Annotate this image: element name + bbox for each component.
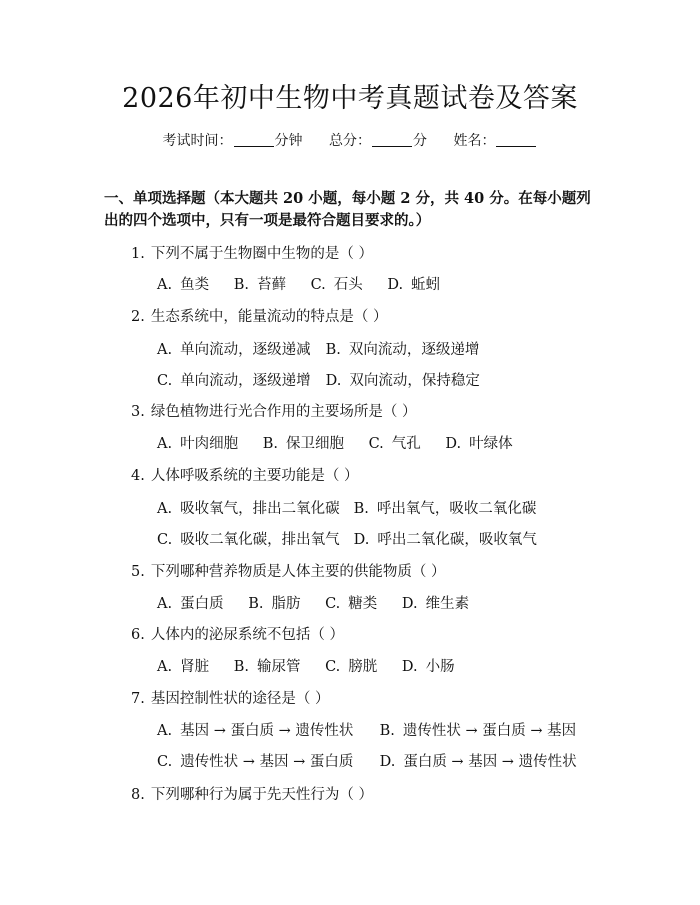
question-text: 绿色植物进行光合作用的主要场所是（ ）	[150, 404, 417, 420]
option-b: B. 双向流动，逐级递增	[325, 342, 480, 358]
question-4-options	[157, 499, 536, 519]
score-label: 总分：	[329, 133, 371, 149]
question-text: 下列不属于生物圈中生物的是（ ）	[150, 246, 373, 262]
question-2-options	[157, 340, 544, 360]
name-blank	[496, 132, 536, 147]
score-unit: 分	[413, 133, 427, 149]
time-label: 考试时间：	[162, 133, 233, 149]
question-5-options	[157, 594, 489, 614]
option-b: B. 输尿管	[233, 659, 301, 675]
section-heading: 一、单项选择题（本大题共 20 小题，每小题 2 分，共 40 分。在每小题列出的四个选项中，只有一项是最符合题目要求的。）	[104, 190, 591, 229]
exam-score	[329, 131, 427, 151]
question-7	[131, 689, 329, 709]
option-a: A. 叶肉细胞	[157, 436, 239, 452]
option-a: A. 鱼类	[157, 277, 210, 293]
question-text: 生态系统中，能量流动的特点是（ ）	[150, 309, 388, 325]
option-d: D. 维生素	[401, 596, 470, 612]
option-c: C. 遗传性状 → 基因 → 蛋白质	[157, 754, 354, 770]
option-c: C. 吸收二氧化碳，排出氧气	[157, 532, 340, 548]
option-b: B. 苔藓	[233, 277, 286, 293]
question-text: 人体内的泌尿系统不包括（ ）	[150, 627, 344, 643]
score-blank	[372, 132, 412, 147]
option-a: A. 蛋白质	[157, 596, 224, 612]
page-title: 2026年初中生物中考真题试卷及答案	[122, 83, 578, 114]
option-a: A. 单向流动，逐级递减	[157, 342, 311, 358]
option-d: D. 蛋白质 → 基因 → 遗传性状	[379, 754, 577, 770]
question-number: 5.	[131, 564, 145, 580]
question-text: 下列哪种营养物质是人体主要的供能物质（ ）	[150, 564, 446, 580]
question-4	[131, 466, 358, 486]
time-unit: 分钟	[274, 133, 303, 149]
exam-time	[163, 131, 303, 151]
option-b: B. 遗传性状 → 蛋白质 → 基因	[379, 723, 577, 739]
question-6-options	[157, 657, 475, 677]
question-4-options-row2	[157, 530, 537, 550]
question-number: 7.	[131, 691, 145, 707]
option-a: A. 基因 → 蛋白质 → 遗传性状	[157, 723, 354, 739]
question-number: 2.	[131, 309, 145, 325]
question-number: 1.	[131, 246, 145, 262]
option-d: D. 小肠	[401, 659, 455, 675]
name-label: 姓名：	[453, 133, 496, 149]
option-a: A. 肾脏	[157, 659, 210, 675]
option-d: D. 呼出二氧化碳，吸收氧气	[353, 532, 537, 548]
option-c: C. 气孔	[368, 436, 421, 452]
option-d: D. 叶绿体	[445, 436, 513, 452]
student-name	[453, 131, 537, 151]
time-blank	[234, 132, 274, 147]
question-3-options	[157, 434, 533, 454]
option-b: B. 保卫细胞	[262, 436, 344, 452]
option-c: C. 膀胱	[325, 659, 378, 675]
option-c: C. 石头	[310, 277, 363, 293]
question-6	[131, 625, 344, 645]
question-2	[131, 307, 387, 327]
question-number: 6.	[131, 627, 145, 643]
question-number: 3.	[131, 404, 145, 420]
question-1-options	[157, 275, 460, 295]
option-d: D. 双向流动，保持稳定	[325, 373, 480, 389]
option-c: C. 糖类	[325, 596, 378, 612]
question-5	[131, 562, 445, 582]
exam-meta	[0, 131, 700, 151]
option-b: B. 脂肪	[248, 596, 301, 612]
question-2-options-row2	[157, 371, 544, 391]
question-text: 基因控制性状的途径是（ ）	[150, 691, 330, 707]
question-number: 8.	[131, 787, 145, 803]
question-8	[131, 785, 373, 805]
question-7-options	[157, 721, 576, 741]
option-b: B. 呼出氧气，吸收二氧化碳	[353, 501, 537, 517]
question-1	[131, 244, 373, 264]
option-d: D. 蚯蚓	[387, 277, 441, 293]
option-c: C. 单向流动，逐级递增	[157, 373, 311, 389]
question-7-options-row2	[157, 752, 577, 772]
question-3	[131, 402, 416, 422]
question-text: 人体呼吸系统的主要功能是（ ）	[150, 468, 359, 484]
option-a: A. 吸收氧气，排出二氧化碳	[157, 501, 340, 517]
question-text: 下列哪种行为属于先天性行为（ ）	[150, 787, 373, 803]
question-number: 4.	[131, 468, 145, 484]
